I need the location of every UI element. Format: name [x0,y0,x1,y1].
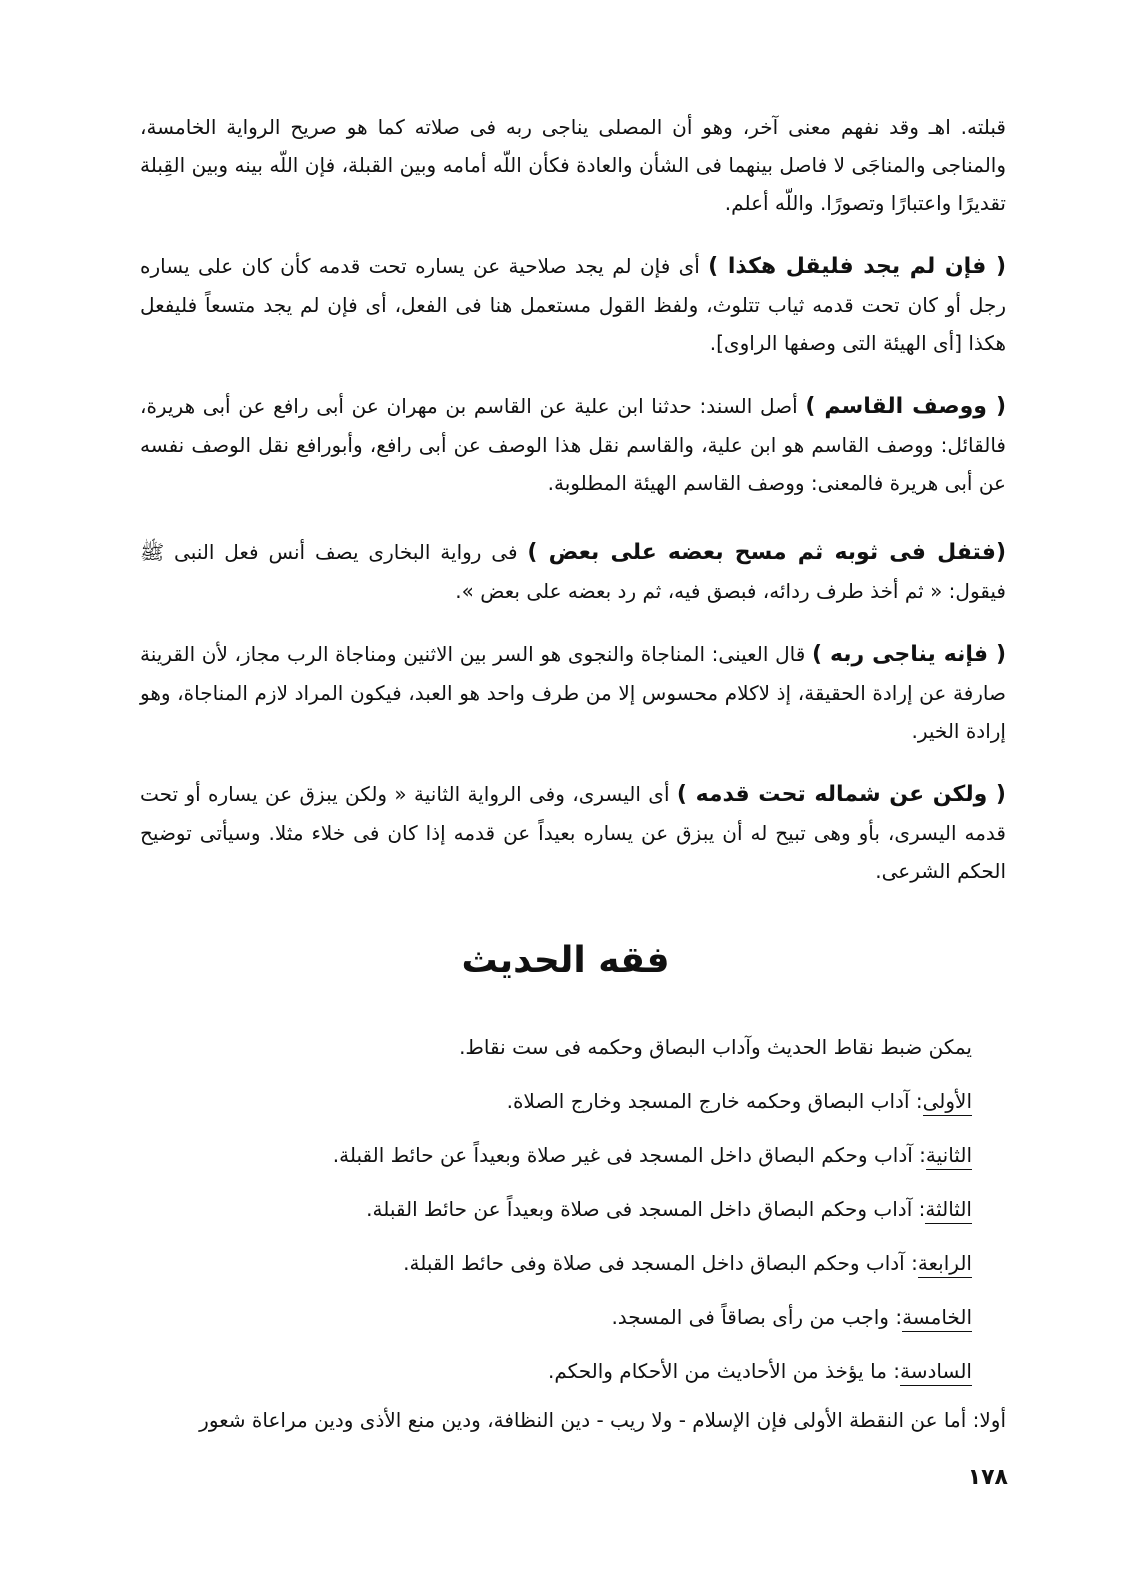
point-label: الثانية [926,1143,972,1170]
paragraph-lemma-4 [140,635,1006,750]
paragraph-text: فى رواية البخارى يصف أنس فعل النبى ﷺ فيقول: « ثم أخذ طرف ردائه، فبصق فيه، ثم رد بعضه على بعض ». [140,540,1006,603]
paragraph-text: قبلته. اهـ وقد نفهم معنى آخر، وهو أن المصلى يناجى ربه فى صلاته كما هو صريح الرواية الخامسة، والمناجى والمناجَى لا فاصل بينهما فى الشأن والعادة فكأن اللّه أمامه وبين القبلة، فإن اللّه بينه وبين القِبلة تقديرًا واعتبارًا وتصورًا. واللّه أعلم. [140,115,1006,215]
paragraph-text: قال العينى: المناجاة والنجوى هو السر بين الاثنين ومناجاة الرب مجاز، لأن القرينة صارفة عن إرادة الحقيقة، إذ لاكلام محسوس إلا من طرف واحد هو العبد، فيكون المراد لازم المناجاة، وهو إرادة الخير. [140,642,1006,743]
paragraph-closing [140,1401,1006,1439]
paragraph-text: أى اليسرى، وفى الرواية الثانية « ولكن يبزق عن يساره أو تحت قدمه اليسرى، بأو وهى تبيح له أن يبزق عن يساره بعيداً عن قدمه إذا كان فى خلاء مثلا. وسيأتى توضيح الحكم الشرعى. [140,782,1006,883]
point-text: : آداب وحكم البصاق داخل المسجد فى صلاة وبعيداً عن حائط القبلة. [366,1197,926,1221]
point-text: : آداب وحكم البصاق داخل المسجد فى صلاة وفى حائط القبلة. [403,1251,918,1275]
point-text: يمكن ضبط نقاط الحديث وآداب البصاق وحكمه فى ست نقاط. [459,1035,972,1059]
paragraph-intro [140,108,1006,222]
point-label: الأولى [923,1089,972,1116]
points-list [140,1027,972,1405]
list-item [140,1135,972,1189]
list-item [140,1081,972,1135]
list-item [140,1189,972,1243]
point-text: : واجب من رأى بصاقاً فى المسجد. [611,1305,903,1329]
point-label: الخامسة [902,1305,972,1332]
lemma: (فتفل فى ثوبه ثم مسح بعضه على بعض ) [527,540,1006,565]
lemma: ( ولكن عن شماله تحت قدمه ) [676,782,1006,807]
paragraph-lemma-1 [140,247,1006,362]
paragraph-text: أى فإن لم يجد صلاحية عن يساره تحت قدمه كأن كان على يساره رجل أو كان تحت قدمه ثياب تتلوث، ولفظ القول مستعمل هنا فى الفعل، أى فإن لم يجد متسعاً فليفعل هكذا [أى الهيئة التى وصفها الراوى]. [140,254,1006,355]
paragraph-lemma-3 [140,533,1006,610]
section-heading: فقه الحديث [461,940,670,981]
lemma: ( فإن لم يجد فليقل هكذا ) [708,254,1006,279]
list-item [140,1351,972,1405]
point-label: الثالثة [925,1197,972,1224]
list-item [140,1297,972,1351]
page-number: ١٧٨ [967,1465,1008,1490]
point-label: السادسة [900,1359,972,1386]
paragraph-lemma-5 [140,775,1006,890]
lemma: ( فإنه يناجى ربه ) [811,642,1007,667]
point-text: : ما يؤخذ من الأحاديث من الأحكام والحكم. [548,1359,901,1383]
paragraph-lemma-2 [140,387,1006,502]
paragraph-text: أصل السند: حدثنا ابن علية عن القاسم بن مهران عن أبى رافع عن أبى هريرة، فالقائل: ووصف القاسم هو ابن علية، والقاسم نقل هذا الوصف عن أبى رافع، وأبورافع نقل الوصف نفسه عن أبى هريرة فالمعنى: ووصف القاسم الهيئة المطلوبة. [140,394,1006,495]
point-text: : آداب البصاق وحكمه خارج المسجد وخارج الصلاة. [506,1089,923,1113]
list-item [140,1243,972,1297]
paragraph-text: أولا: أما عن النقطة الأولى فإن الإسلام - ولا ريب - دين النظافة، ودين منع الأذى ودين مراعاة شعور [199,1408,1006,1432]
lemma: ( ووصف القاسم ) [805,394,1006,419]
list-item [140,1027,972,1081]
point-text: : آداب وحكم البصاق داخل المسجد فى غير صلاة وبعيداً عن حائط القبلة. [332,1143,926,1167]
point-label: الرابعة [918,1251,972,1278]
